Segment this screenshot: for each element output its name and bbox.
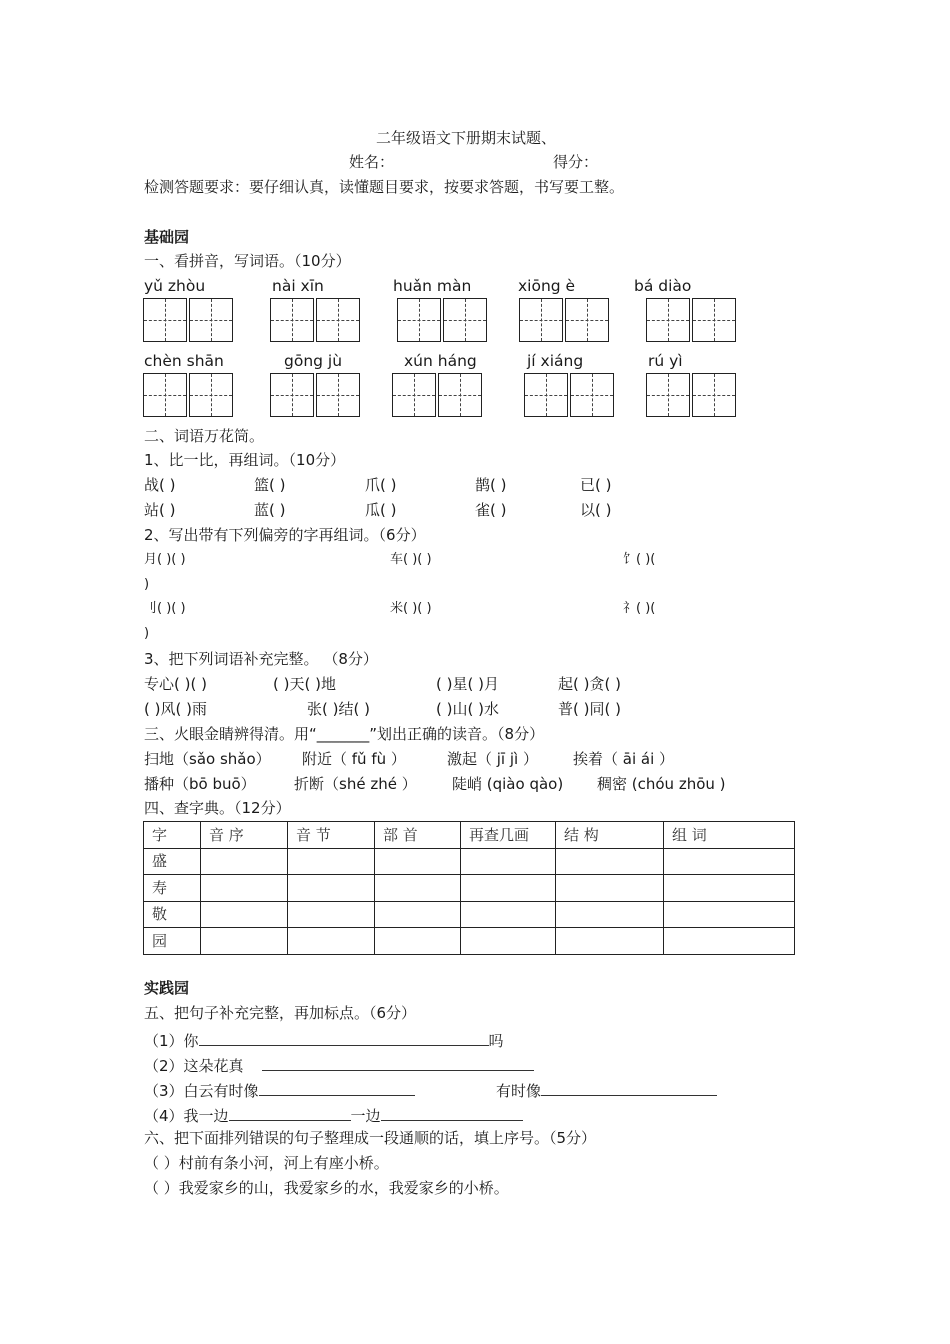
radical-item-tail: ) <box>144 626 150 641</box>
table-answer-cell[interactable] <box>201 875 288 902</box>
radical-item: 车( )( ) <box>390 552 432 567</box>
pronunciation-item: 激起（ jī jì ） <box>447 750 538 768</box>
pinyin-label: xún háng <box>404 352 477 370</box>
table-answer-cell[interactable] <box>664 875 795 902</box>
table-char-cell: 园 <box>144 928 201 955</box>
writing-grid-cell[interactable] <box>646 298 690 342</box>
idiom-item: ( )星( )月 <box>436 675 499 693</box>
answer-blank[interactable] <box>381 1103 523 1121</box>
idiom-item: 张( )结( ) <box>307 700 370 718</box>
writing-grid-cell[interactable] <box>565 298 609 342</box>
sentence-1 <box>144 1028 504 1051</box>
table-answer-cell[interactable] <box>201 901 288 928</box>
compare-item: 已( ) <box>580 476 612 494</box>
writing-grid-cell[interactable] <box>692 373 736 417</box>
radical-item-tail: ) <box>144 577 150 592</box>
sentence-4 <box>144 1103 523 1126</box>
writing-grid-cell[interactable] <box>443 298 487 342</box>
idiom-item: 普( )同( ) <box>558 700 621 718</box>
table-header-row <box>144 822 795 849</box>
table-char-cell: 敬 <box>144 901 201 928</box>
compare-item: 战( ) <box>144 476 176 494</box>
table-answer-cell[interactable] <box>556 928 664 955</box>
sentence-1-suffix: 吗 <box>488 1032 504 1050</box>
table-row <box>144 875 795 902</box>
compare-item: 瓜( ) <box>365 501 397 519</box>
table-answer-cell[interactable] <box>375 928 461 955</box>
q2-sub2-title: 2、写出带有下列偏旁的字再组词。（6分） <box>144 526 426 544</box>
page-title: 二年级语文下册期末试题、 <box>376 129 557 147</box>
table-row <box>144 928 795 955</box>
idiom-item: ( )山( )水 <box>436 700 499 718</box>
q5-title: 五、把句子补充完整，再加标点。（6分） <box>144 1004 417 1022</box>
writing-grid-cell[interactable] <box>270 298 314 342</box>
table-answer-cell[interactable] <box>375 875 461 902</box>
answer-blank[interactable] <box>229 1103 351 1121</box>
table-answer-cell[interactable] <box>288 875 375 902</box>
q2-sub1-title: 1、比一比，再组词。（10分） <box>144 451 346 469</box>
q4-title: 四、查字典。（12分） <box>144 799 291 817</box>
sentence-3-second <box>496 1078 717 1101</box>
pinyin-label: huǎn màn <box>393 277 472 295</box>
compare-item: 雀( ) <box>475 501 507 519</box>
q3-title: 三、火眼金睛辨得清。用“_______”划出正确的读音。（8分） <box>144 725 545 743</box>
pronunciation-item: 折断（shé zhé ） <box>294 775 417 793</box>
table-answer-cell[interactable] <box>664 901 795 928</box>
idiom-item: 专心( )( ) <box>144 675 207 693</box>
writing-grid-cell[interactable] <box>438 373 482 417</box>
table-answer-cell[interactable] <box>201 928 288 955</box>
sentence-3-prefix: （3）白云有时像 <box>144 1082 259 1100</box>
writing-grid-cell[interactable] <box>519 298 563 342</box>
writing-grid-cell[interactable] <box>524 373 568 417</box>
writing-grid-cell[interactable] <box>692 298 736 342</box>
pinyin-label: jí xiáng <box>527 352 584 370</box>
pinyin-label: xiōng è <box>518 277 576 295</box>
score-label: 得分： <box>553 153 599 171</box>
idiom-item: ( )天( )地 <box>273 675 336 693</box>
table-answer-cell[interactable] <box>461 901 556 928</box>
idiom-item: ( )风( )雨 <box>144 700 207 718</box>
table-answer-cell[interactable] <box>288 848 375 875</box>
section-title-practice: 实践园 <box>144 979 190 997</box>
q6-title: 六、把下面排列错误的句子整理成一段通顺的话，填上序号。（5分） <box>144 1129 597 1147</box>
table-answer-cell[interactable] <box>288 901 375 928</box>
sentence-1-prefix: （1）你 <box>144 1032 199 1050</box>
table-char-cell: 寿 <box>144 875 201 902</box>
compare-item: 篮( ) <box>254 476 286 494</box>
table-row <box>144 901 795 928</box>
instruction-text: 检测答题要求：要仔细认真，读懂题目要求，按要求答题，书写要工整。 <box>144 178 625 196</box>
table-header-cell: 音 序 <box>201 822 288 849</box>
writing-grid-cell[interactable] <box>392 373 436 417</box>
radical-item: 饣( )( <box>623 552 656 567</box>
writing-grid-cell[interactable] <box>316 298 360 342</box>
table-answer-cell[interactable] <box>664 928 795 955</box>
answer-blank[interactable] <box>541 1078 717 1096</box>
pinyin-label: chèn shān <box>144 352 224 370</box>
radical-item: 刂( )( ) <box>144 601 186 616</box>
pinyin-label: bá diào <box>634 277 692 295</box>
pinyin-label: rú yì <box>648 352 683 370</box>
q2-sub3-title: 3、把下列词语补充完整。 （8分） <box>144 650 378 668</box>
writing-grid-cell[interactable] <box>143 298 187 342</box>
dictionary-table <box>143 821 795 955</box>
writing-grid-cell[interactable] <box>189 373 233 417</box>
order-sentence: （ ）村前有条小河，河上有座小桥。 <box>144 1154 389 1172</box>
table-header-cell: 字 <box>144 822 201 849</box>
sentence-3-mid: 有时像 <box>496 1082 542 1100</box>
answer-blank[interactable] <box>262 1053 534 1071</box>
writing-grid-cell[interactable] <box>270 373 314 417</box>
table-header-cell: 音 节 <box>288 822 375 849</box>
section-title-basics: 基础园 <box>144 228 190 246</box>
answer-blank[interactable] <box>199 1028 489 1046</box>
pronunciation-item: 挨着（ āi ái ） <box>573 750 675 768</box>
table-answer-cell[interactable] <box>288 928 375 955</box>
writing-grid-cell[interactable] <box>397 298 441 342</box>
table-header-cell: 结 构 <box>556 822 664 849</box>
table-header-cell: 再查几画 <box>461 822 556 849</box>
writing-grid-cell[interactable] <box>316 373 360 417</box>
table-header-cell: 部 首 <box>375 822 461 849</box>
table-answer-cell[interactable] <box>375 901 461 928</box>
pinyin-label: gōng jù <box>284 352 343 370</box>
order-sentence: （ ）我爱家乡的山，我爱家乡的水，我爱家乡的小桥。 <box>144 1179 509 1197</box>
pronunciation-item: 附近（ fǔ fù ） <box>302 750 406 768</box>
pinyin-label: nài xīn <box>272 277 324 295</box>
compare-item: 蓝( ) <box>254 501 286 519</box>
table-char-cell: 盛 <box>144 848 201 875</box>
compare-item: 鹊( ) <box>475 476 507 494</box>
pronunciation-item: 播种（bō buō） <box>144 775 256 793</box>
sentence-2-prefix: （2）这朵花真 <box>144 1057 244 1075</box>
writing-grid-cell[interactable] <box>143 373 187 417</box>
q1-title: 一、看拼音，写词语。（10分） <box>144 252 351 270</box>
sentence-3 <box>144 1078 415 1101</box>
sentence-2 <box>144 1053 534 1076</box>
pinyin-label: yǔ zhòu <box>144 277 206 295</box>
table-answer-cell[interactable] <box>556 901 664 928</box>
compare-item: 爪( ) <box>365 476 397 494</box>
idiom-item: 起( )贪( ) <box>558 675 621 693</box>
table-answer-cell[interactable] <box>201 848 288 875</box>
writing-grid-cell[interactable] <box>189 298 233 342</box>
sentence-4-prefix: （4）我一边 <box>144 1107 229 1125</box>
writing-grid-cell[interactable] <box>570 373 614 417</box>
radical-item: 米( )( ) <box>390 601 432 616</box>
table-answer-cell[interactable] <box>664 848 795 875</box>
table-answer-cell[interactable] <box>461 928 556 955</box>
radical-item: 月( )( ) <box>144 552 186 567</box>
table-answer-cell[interactable] <box>375 848 461 875</box>
q2-title: 二、词语万花筒。 <box>144 427 265 445</box>
table-row <box>144 848 795 875</box>
table-answer-cell[interactable] <box>461 875 556 902</box>
pronunciation-item: 稠密 (chóu zhōu ) <box>597 775 726 793</box>
answer-blank[interactable] <box>259 1078 415 1096</box>
writing-grid-cell[interactable] <box>646 373 690 417</box>
table-answer-cell[interactable] <box>556 848 664 875</box>
pronunciation-item: 陡峭 (qiào qào) <box>452 775 564 793</box>
name-label: 姓名： <box>349 153 395 171</box>
radical-item: 礻( )( <box>623 601 656 616</box>
compare-item: 站( ) <box>144 501 176 519</box>
sentence-4-mid: 一边 <box>350 1107 381 1125</box>
table-header-cell: 组 词 <box>664 822 795 849</box>
table-answer-cell[interactable] <box>556 875 664 902</box>
table-answer-cell[interactable] <box>461 848 556 875</box>
pronunciation-item: 扫地（sǎo shǎo） <box>144 750 271 768</box>
compare-item: 以( ) <box>580 501 612 519</box>
